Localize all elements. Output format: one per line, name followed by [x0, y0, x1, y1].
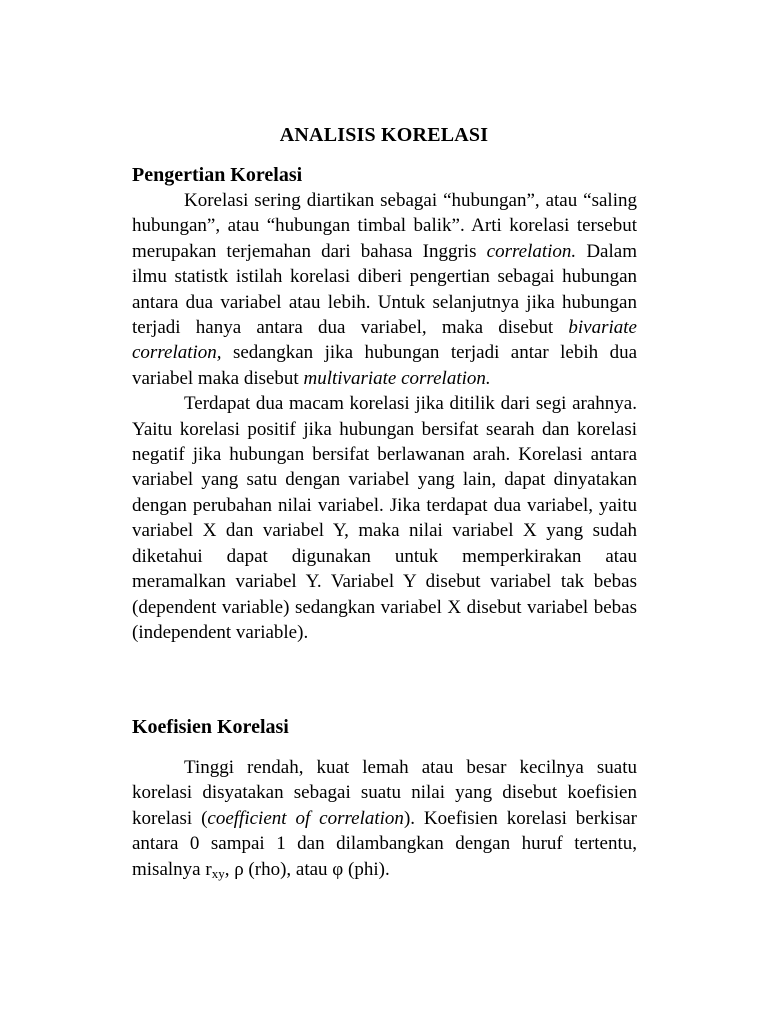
section-koefisien-korelasi	[132, 714, 637, 882]
section-pengertian-korelasi	[132, 162, 637, 645]
paragraph-text: Tinggi rendah, kuat lemah atau besar kecilnya suatu korelasi disyatakan sebagai suatu nilai yang disebut koefisien korelasi (	[132, 757, 637, 829]
paragraph-text: sedangkan jika hubungan terjadi antar lebih dua variabel maka disebut	[132, 342, 637, 389]
paragraph-text: Korelasi sering diartikan sebagai “hubungan”, atau “saling hubungan”, atau “hubungan timbal balik”. Arti korelasi tersebut merupakan terjemahan dari bahasa Inggris	[132, 190, 637, 262]
paragraph	[132, 755, 637, 882]
italic-term: correlation.	[486, 240, 577, 262]
subscript: xy	[211, 865, 225, 881]
document-title: ANALISIS KORELASI	[279, 124, 489, 146]
italic-term: bivariate correlation,	[132, 317, 637, 364]
paragraph-text: Dalam ilmu statistk istilah korelasi diberi pengertian sebagai hubungan antara dua variabel atau lebih. Untuk selanjutnya jika hubungan terjadi hanya antara dua variabel, maka disebut	[132, 240, 637, 339]
section-heading: Pengertian Korelasi	[132, 164, 303, 186]
paragraph: Terdapat dua macam korelasi jika ditilik dari segi arahnya. Yaitu korelasi positif jika hubungan bersifat searah dan korelasi negatif jika hubungan bersifat berlawanan arah. Korelasi antara variabel yang satu dengan variabel yang lain, dapat dinyatakan dengan perubahan nilai variabel. Jika terdapat dua variabel, yaitu variabel X dan variabel Y, maka nilai variabel X yang sudah diketahui dapat digunakan untuk memperkirakan atau meramalkan variabel Y. Variabel Y disebut variabel tak bebas (dependent variable) sedangkan variabel X disebut variabel bebas (independent variable).	[132, 393, 637, 643]
paragraph-text: , ρ (rho), atau φ (phi).	[224, 858, 390, 880]
paragraph	[132, 188, 637, 391]
paragraph-text: ). Koefisien korelasi berkisar antara 0 sampai 1 dan dilambangkan dengan huruf tertentu, misalnya r	[132, 807, 637, 880]
italic-term: multivariate correlation.	[303, 367, 491, 389]
section-heading: Koefisien Korelasi	[132, 716, 289, 738]
italic-term: coefficient of correlation	[207, 807, 404, 829]
